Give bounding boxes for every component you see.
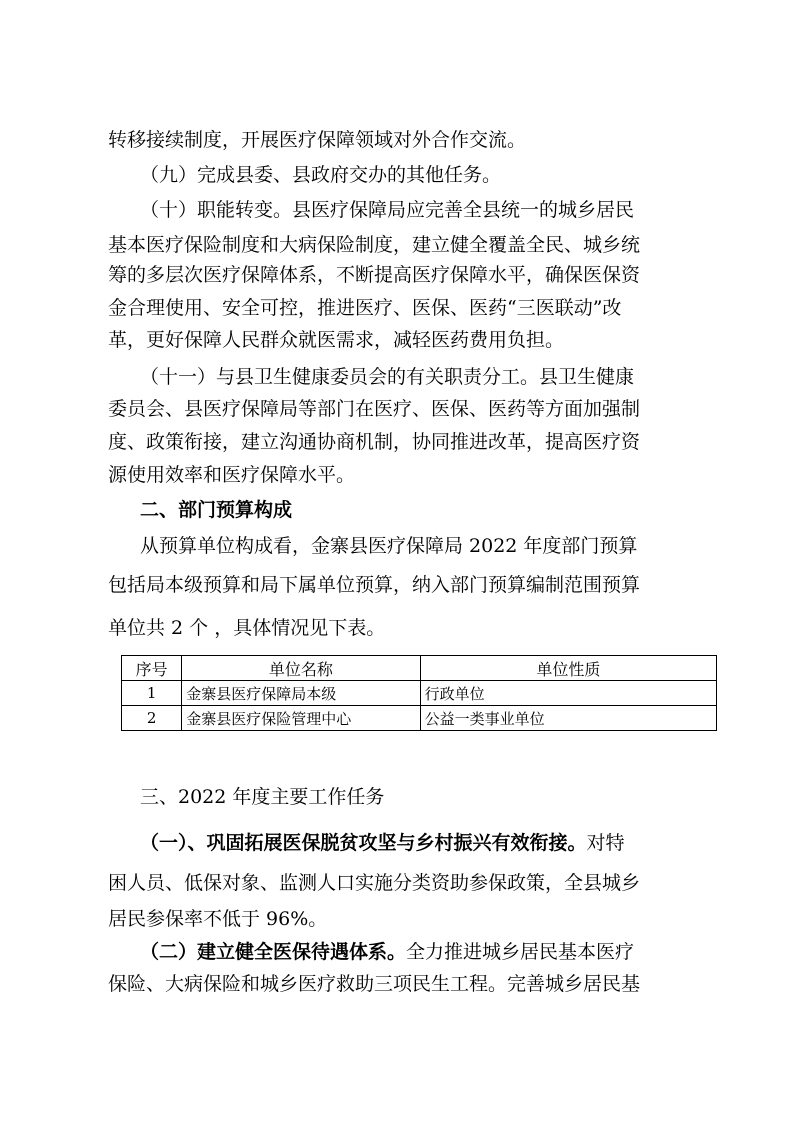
budget-unit-table	[121, 655, 717, 731]
table-row	[122, 681, 717, 706]
item-text: 全力推进城乡居民基本医疗	[406, 941, 635, 963]
paragraph-line: 转移接续制度，开展医疗保障领域对外合作交流。	[108, 129, 527, 151]
column-header-unit-type: 单位性质	[420, 656, 716, 681]
paragraph-line: （九）完成县委、县政府交办的其他任务。	[140, 164, 502, 186]
paragraph-line	[140, 943, 634, 962]
section-heading: 三、2022 年度主要工作任务	[140, 786, 385, 808]
cell-index: 1	[122, 681, 182, 706]
item-title: （二）建立健全医保待遇体系。	[140, 941, 407, 963]
paragraph-line: （十一）与县卫生健康委员会的有关职责分工。县卫生健康	[140, 366, 635, 388]
paragraph-line: 筹的多层次医疗保障体系，不断提高医疗保障水平，确保医保资	[108, 264, 641, 286]
paragraph-line	[140, 834, 625, 853]
cell-index: 2	[122, 706, 182, 731]
item-title: （一）、巩固拓展医保脱贫攻坚与乡村振兴有效衔接。	[140, 832, 587, 854]
paragraph-line: 度、政策衔接，建立沟通协商机制，协同推进改革，提高医疗资	[108, 431, 641, 453]
item-text: 对特	[586, 832, 625, 854]
paragraph-line: 委员会、县医疗保障局等部门在医疗、医保、医药等方面加强制	[108, 398, 641, 420]
paragraph-line: 基本医疗保险制度和大病保险制度，建立健全覆盖全民、城乡统	[108, 234, 641, 256]
cell-unit-type: 公益一类事业单位	[420, 706, 716, 731]
paragraph-line: （十）职能转变。县医疗保障局应完善全县统一的城乡居民	[140, 199, 635, 221]
column-header-index: 序号	[122, 656, 182, 681]
cell-unit-name: 金寨县医疗保险管理中心	[182, 706, 420, 731]
cell-unit-type: 行政单位	[420, 681, 716, 706]
paragraph-line: 居民参保率不低于 96%。	[108, 908, 328, 930]
paragraph-line: 困人员、低保对象、监测人口实施分类资助参保政策，全县城乡	[108, 872, 641, 894]
table-row	[122, 706, 717, 731]
paragraph-line: 从预算单位构成看，金寨县医疗保障局 2022 年度部门预算	[140, 535, 638, 557]
section-heading: 二、部门预算构成	[140, 499, 293, 521]
paragraph-line: 保险、大病保险和城乡医疗救助三项民生工程。完善城乡居民基	[108, 973, 641, 995]
paragraph-line: 革，更好保障人民群众就医需求，减轻医药费用负担。	[108, 329, 565, 351]
paragraph-line: 源使用效率和医疗保障水平。	[108, 464, 356, 486]
paragraph-line: 金合理使用、安全可控，推进医疗、医保、医药“三医联动”改	[108, 297, 622, 319]
paragraph-line: 包括局本级预算和局下属单位预算，纳入部门预算编制范围预算	[108, 574, 641, 596]
column-header-unit-name: 单位名称	[182, 656, 420, 681]
table-header-row	[122, 656, 717, 681]
cell-unit-name: 金寨县医疗保障局本级	[182, 681, 420, 706]
paragraph-line: 单位共 2 个 ，具体情况见下表。	[108, 617, 386, 639]
